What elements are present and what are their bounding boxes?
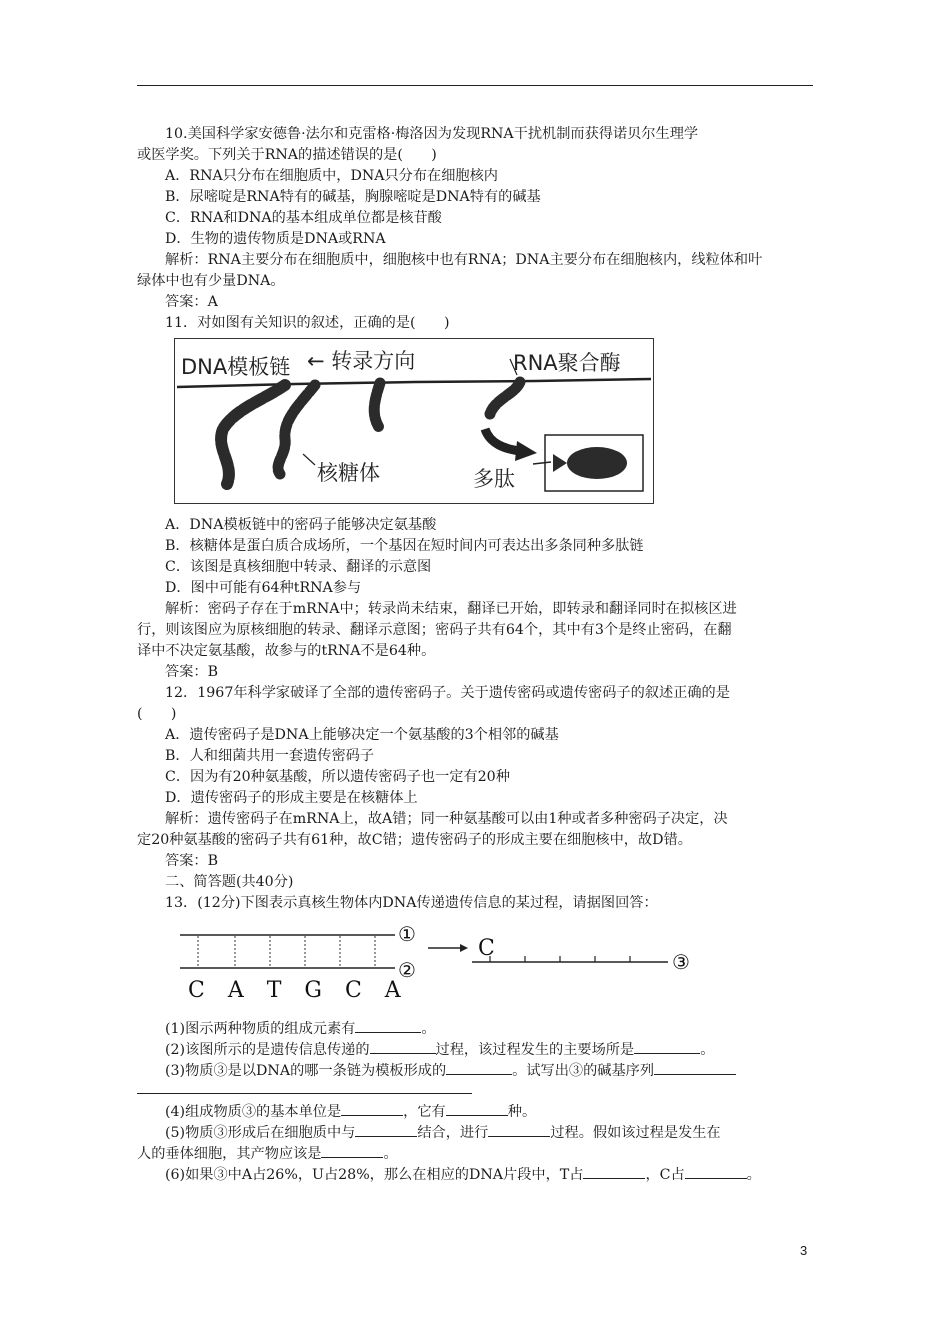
answer-blank-3a[interactable] [446, 1060, 512, 1075]
q11-option-c: C．该图是真核细胞中转录、翻译的示意图 [165, 559, 432, 575]
q12-stem: 12．1967年科学家破译了全部的遗传密码子。关于遗传密码或遗传密码子的叙述正确的是 [165, 685, 730, 701]
q11-explanation: 解析：密码子存在于mRNA中；转录尚未结束，翻译已开始，即转录和翻译同时在拟核区进 [165, 601, 737, 617]
q10-option-b: B．尿嘧啶是RNA特有的碱基，胸腺嘧啶是DNA特有的碱基 [165, 189, 541, 205]
dna-template-label: DNA模板链 [181, 355, 291, 379]
q11-option-a: A．DNA模板链中的密码子能够决定氨基酸 [165, 517, 437, 533]
transcription-direction-label: ← 转录方向 [307, 349, 416, 373]
q11-option-b: B．核糖体是蛋白质合成场所，一个基因在短时间内可表达出多条同种多肽链 [165, 538, 644, 554]
q12-option-b: B．人和细菌共用一套遗传密码子 [165, 748, 375, 764]
q13-part4: (4)组成物质③的基本单位是 ，它有 种。 [165, 1101, 536, 1122]
answer-blank-5c[interactable] [321, 1143, 383, 1158]
q11-option-d: D．图中可能有64种tRNA参与 [165, 580, 362, 596]
q10-explanation-cont: 绿体中也有少量DNA。 [137, 273, 285, 289]
q11-stem: 11．对如图有关知识的叙述，正确的是( ) [165, 315, 450, 331]
section-heading: 二、简答题(共40分) [165, 874, 294, 890]
q10-option-c: C．RNA和DNA的基本组成单位都是核苷酸 [165, 210, 442, 226]
header-rule [137, 85, 813, 86]
q11-answer: 答案：B [165, 664, 218, 680]
answer-blank-1[interactable] [355, 1018, 421, 1033]
q11-explanation-cont: 行，则该图应为原核细胞的转录、翻译示意图；密码子共有64个，其中有3个是终止密码，在翻 [137, 622, 732, 638]
answer-blank-3b-cont[interactable] [137, 1093, 472, 1094]
answer-blank-3b[interactable] [654, 1060, 736, 1075]
q13-part2: (2)该图所示的是遗传信息传递的 过程，该过程发生的主要场所是 。 [165, 1039, 714, 1060]
answer-blank-6a[interactable] [583, 1164, 645, 1179]
q12-option-a: A．遗传密码子是DNA上能够决定一个氨基酸的3个相邻的碱基 [165, 727, 559, 743]
q13-stem: 13．(12分)下图表示真核生物体内DNA传递遗传信息的某过程，请据图回答： [165, 895, 658, 911]
marker-3: ③ [672, 950, 690, 974]
q10-answer: 答案：A [165, 294, 218, 310]
q12-answer: 答案：B [165, 853, 218, 869]
mrna-first-base: C [478, 936, 495, 961]
answer-blank-5a[interactable] [355, 1122, 417, 1137]
q13-part1: (1)图示两种物质的组成元素有 。 [165, 1018, 436, 1039]
answer-blank-4b[interactable] [446, 1101, 508, 1116]
marker-1: ① [398, 922, 416, 946]
q10-option-a: A．RNA只分布在细胞质中，DNA只分布在细胞核内 [165, 168, 498, 184]
q10-option-d: D．生物的遗传物质是DNA或RNA [165, 231, 386, 247]
q12-stem-cont: ( ) [137, 706, 177, 722]
q12-option-c: C．因为有20种氨基酸，所以遗传密码子也一定有20种 [165, 769, 510, 785]
q10-stem-cont: 或医学奖。下列关于RNA的描述错误的是( ) [137, 147, 437, 163]
transcription-translation-figure [174, 338, 654, 504]
rna-polymerase-label: RNA聚合酶 [513, 351, 621, 375]
answer-blank-2b[interactable] [634, 1039, 700, 1054]
q12-explanation-cont: 定20种氨基酸的密码子共有61种，故C错；遗传密码子的形成主要在细胞核中，故D错。 [137, 832, 692, 848]
q12-option-d: D．遗传密码子的形成主要是在核糖体上 [165, 790, 418, 806]
q11-explanation-cont2: 译中不决定氨基酸，故参与的tRNA不是64种。 [137, 643, 436, 659]
answer-blank-6b[interactable] [685, 1164, 747, 1179]
marker-2: ② [398, 958, 416, 982]
q13-part5: (5)物质③形成后在细胞质中与 结合，进行 过程。假如该过程是发生在 [165, 1122, 721, 1143]
q10-explanation: 解析：RNA主要分布在细胞质中，细胞核中也有RNA；DNA主要分布在细胞核内，线粒体和叶 [165, 252, 763, 268]
ribosome-label: 核糖体 [317, 461, 380, 485]
polypeptide-label: 多肽 [473, 467, 515, 491]
answer-blank-2a[interactable] [370, 1039, 436, 1054]
template-bases: C A T G C A [188, 978, 403, 1003]
q13-part5-cont: 人的垂体细胞，其产物应该是 。 [137, 1143, 398, 1164]
answer-blank-5b[interactable] [488, 1122, 550, 1137]
q13-part3: (3)物质③是以DNA的哪一条链为模板形成的 。试写出③的碱基序列 [165, 1060, 736, 1081]
q10-stem: 10.美国科学家安德鲁·法尔和克雷格·梅洛因为发现RNA干扰机制而获得诺贝尔生理学 [165, 126, 699, 142]
q13-part6: (6)如果③中A占26%，U占28%，那么在相应的DNA片段中，T占 ，C占 。 [165, 1164, 761, 1185]
page-number: 3 [800, 1243, 808, 1258]
q12-explanation: 解析：遗传密码子在mRNA上，故A错；同一种氨基酸可以由1种或者多种密码子决定，决 [165, 811, 728, 827]
answer-blank-4a[interactable] [341, 1101, 403, 1116]
